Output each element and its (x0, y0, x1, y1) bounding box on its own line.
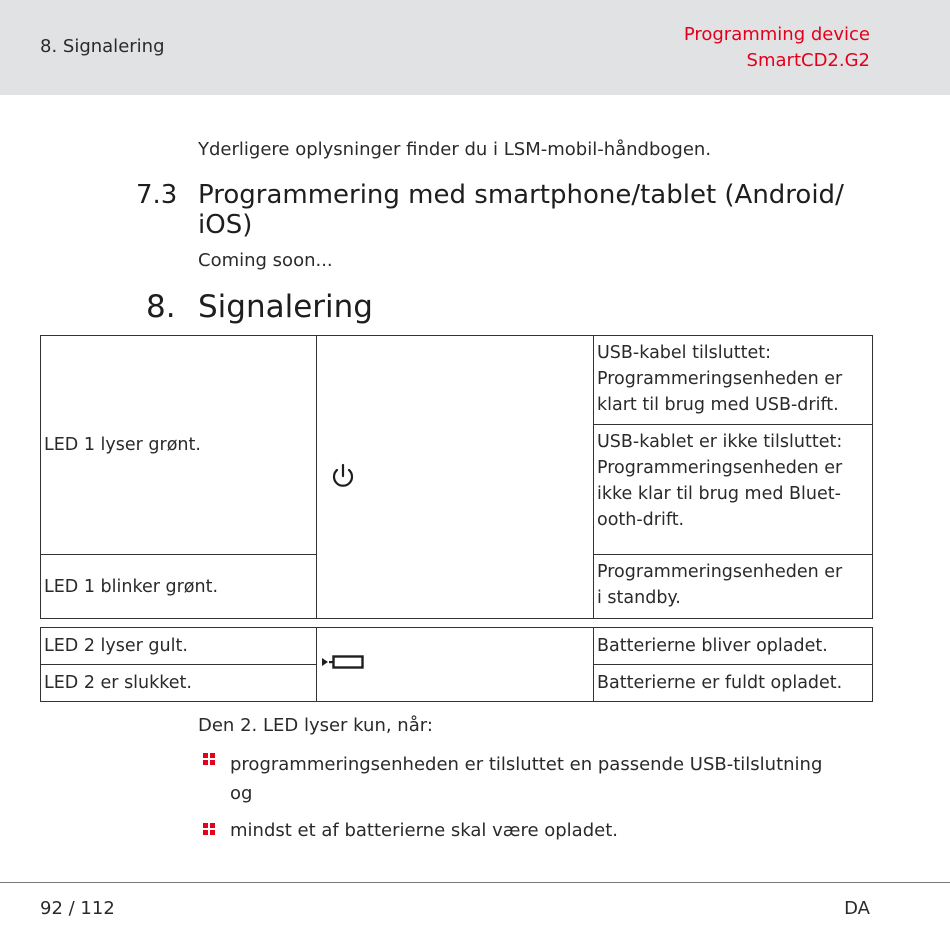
signal-table-led1 (40, 335, 873, 619)
table-cell-description: Batterierne er fuldt opladet. (594, 665, 873, 702)
section-8-number: 8. (146, 289, 176, 325)
section-7-3-body: Coming soon... (198, 250, 333, 271)
list-item-line: og (230, 783, 253, 804)
table-cell-icon (317, 628, 594, 702)
list-item: mindst et af batterierne skal være opladet. (230, 820, 618, 841)
power-icon (330, 462, 356, 490)
description-line: ooth-drift. (597, 510, 685, 530)
description-usb-connected (594, 336, 872, 425)
footer-divider (0, 882, 950, 883)
header-section-title: 8. Signalering (40, 36, 165, 57)
header-product (684, 22, 870, 74)
table-cell-led: LED 2 er slukket. (41, 665, 317, 702)
language-code: DA (844, 898, 870, 919)
section-8-title: Signalering (198, 289, 373, 325)
bullet-icon (203, 823, 215, 835)
table-cell-description: Batterierne bliver opladet. (594, 628, 873, 665)
section-7-3-title-line1: Programmering med smartphone/tablet (Android/ (198, 180, 844, 210)
list-item-line: programmeringsenheden er tilsluttet en passende USB-tilslutning (230, 754, 823, 775)
description-line: USB-kablet er ikke tilsluttet: (597, 432, 843, 452)
table-row (41, 628, 873, 665)
description-line: i standby. (597, 588, 681, 608)
header-product-line2: SmartCD2.G2 (746, 50, 870, 71)
page-header (0, 0, 950, 95)
table-cell-led: LED 1 lyser grønt. (41, 336, 317, 555)
table-cell-description (594, 555, 873, 619)
battery-charging-icon (322, 655, 368, 669)
signal-table-led2 (40, 627, 873, 702)
description-line: Programmeringsenheden er (597, 562, 843, 582)
table-cell-led: LED 2 lyser gult. (41, 628, 317, 665)
description-line: USB-kabel tilsluttet: (597, 343, 771, 363)
header-product-line1: Programming device (683, 24, 870, 45)
description-line: ikke klar til brug med Bluet- (597, 484, 841, 504)
description-standby (594, 555, 872, 617)
section-7-3-number: 7.3 (136, 180, 178, 210)
table-cell-led: LED 1 blinker grønt. (41, 555, 317, 619)
description-line: klart til brug med USB-drift. (597, 395, 839, 415)
table-row (41, 336, 873, 555)
bullet-icon (203, 753, 215, 765)
section-7-3-title (198, 180, 844, 240)
page-number: 92 / 112 (40, 898, 115, 919)
description-line: Programmeringsenheden er (597, 458, 843, 478)
list-item (230, 750, 822, 808)
section-7-3-title-line2: iOS) (198, 210, 253, 240)
description-line: Programmeringsenheden er (597, 369, 843, 389)
table-cell-description (594, 336, 873, 555)
table-cell-icon (317, 336, 594, 619)
note-text: Den 2. LED lyser kun, når: (198, 715, 433, 736)
description-usb-disconnected (594, 425, 872, 539)
intro-text: Yderligere oplysninger finder du i LSM-mobil-håndbogen. (198, 139, 712, 160)
